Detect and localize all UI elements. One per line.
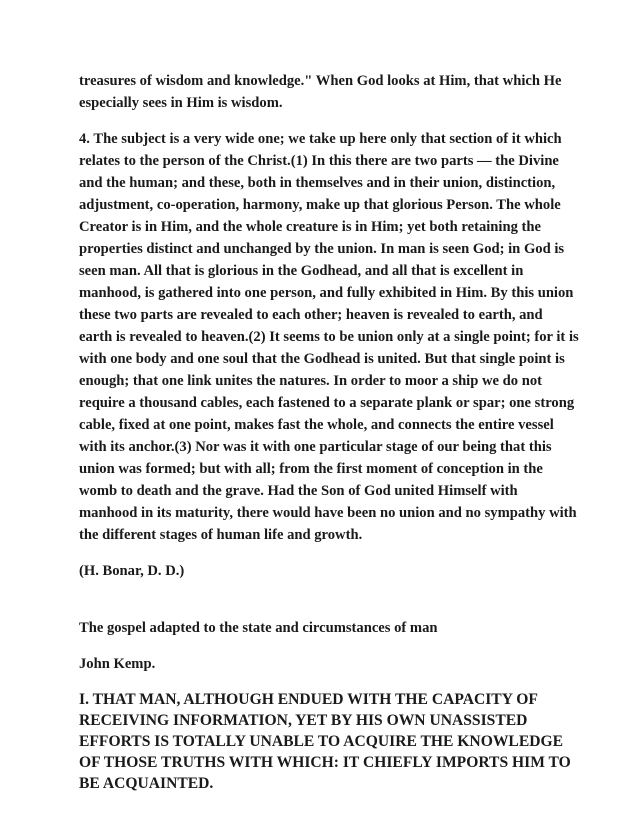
citation-bonar: (H. Bonar, D. D.) [79, 563, 185, 579]
paragraph-continuation: treasures of wisdom and knowledge." When God looks at Him, that which He especially sees in Him is wisdom. [79, 73, 562, 111]
sermon-author: John Kemp. [79, 656, 156, 672]
paragraph-section-4: 4. The subject is a very wide one; we take up here only that section of it which relates to the person of the Christ.(1) In this there are two parts — the Divine and the human; and these, both in themselves and in their union, distinction, adjustment, co-operation, harmony, make up that glorious Person. The whole Creator is in Him, and the whole creature is in Him; yet both retaining the properties distinct and unchanged by the union. In man is seen God; in God is seen man. All that is glorious in the Godhead, and all that is excellent in manhood, is gathered into one person, and fully exhibited in Him. By this union these two parts are revealed to each other; heaven is revealed to earth, and earth is revealed to heaven.(2) It seems to be union only at a single point; for it is with one body and one soul that the Godhead is united. But that single point is enough; that one link unites the natures. In order to moor a ship we do not require a thousand cables, each fastened to a separate plank or spar; one strong cable, fixed at one point, makes fast the whole, and connects the entire vessel with its anchor.(3) Nor was it with one particular stage of our being that this union was formed; but with all; from the first moment of conception in the womb to death and the grave. Had the Son of God united Himself with manhood in its maturity, there would have been no union and no sympathy with the different stages of human life and growth. [79, 131, 579, 543]
section-heading-1: I. THAT MAN, ALTHOUGH ENDUED WITH THE CAPACITY OF RECEIVING INFORMATION, YET BY HIS OWN UNASSISTED EFFORTS IS TOTALLY UNABLE TO ACQUIRE THE KNOWLEDGE OF THOSE TRUTHS WITH WHICH: IT CHIEFLY IMPORTS HIM TO BE ACQUAINTED. [79, 691, 571, 792]
sermon-title: The gospel adapted to the state and circumstances of man [79, 620, 438, 636]
document-body [79, 70, 579, 808]
